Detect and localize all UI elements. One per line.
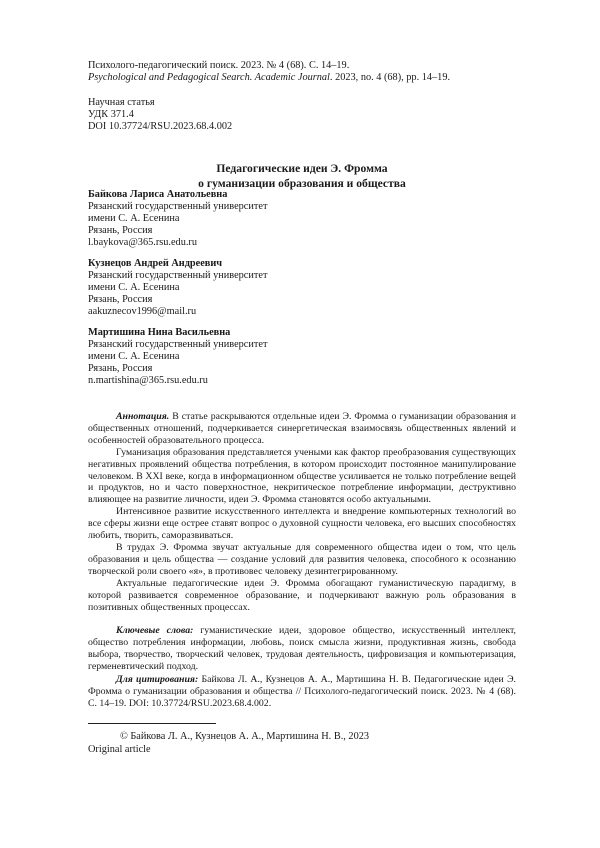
author-block (88, 189, 267, 249)
author-email[interactable]: n.martishina@365.rsu.edu.ru (88, 375, 208, 386)
abstract-paragraph: В трудах Э. Фромма звучат актуальные для современного общества идеи о том, что цель образования и цель общества — создание условий для развития человека, способного к осознанию творческой роли своего «я», в противовес человеку дезинтегрированному. (88, 541, 516, 577)
abstract (88, 411, 516, 613)
abstract-lead (88, 411, 516, 447)
abstract-paragraph: Актуальные педагогические идеи Э. Фромма обогащают гуманистическую парадигму, в которой развивается современное образование, и подчеркивают важную роль образования в позитивных общественных процессах. (88, 577, 516, 613)
header-ru: Психолого-педагогический поиск. 2023. № 4 (68). С. 14–19. (88, 60, 350, 71)
abstract-paragraph: Гуманизация образования представляется учеными как фактор преобразования существующих негативных проявлений общества потребления, в котором происходит постоянное манипулирование человеком. В XXI веке, когда в информационном обществе усиливается не только потребление вещей и продуктов, но и часто поверхностное, некритическое потребление информации, деструктивно влияющее на развитие личности, идеи Э. Фромма становятся особо актуальными. (88, 446, 516, 506)
copyright-text: © Байкова Л. А., Кузнецов А. А., Мартишина Н. В., 2023 (120, 731, 370, 742)
doi: DOI 10.37724/RSU.2023.68.4.002 (88, 121, 233, 132)
author-block (88, 258, 267, 318)
article-title (88, 161, 516, 191)
author-org: Рязанский государственный университет (88, 201, 268, 212)
keywords (88, 625, 516, 673)
keywords-text: гуманистические идеи, здоровое общество, искусственный интеллект, общество потребления информации, любовь, поиск смысла жизни, продуктивная жизнь, свобода выбора, творчество, творческий человек, трудовая деятельность, цифровизация и компьютеризация, герменевтический подход. (88, 625, 517, 672)
author-org-name: имени С. А. Есенина (88, 282, 180, 293)
author-name: Кузнецов Андрей Андреевич (88, 258, 223, 269)
abstract-text: В статье раскрываются отдельные идеи Э. Фромма о гуманизации образования и общественных отношений, подчеркивается синергетическая взаимосвязь общественных явлений и особенностей образовательного процесса. (88, 411, 516, 446)
citation-para (88, 674, 516, 710)
article-meta (88, 97, 232, 133)
original-article (88, 744, 151, 756)
author-name: Мартишина Нина Васильевна (88, 327, 231, 338)
author-name: Байкова Лариса Анатольевна (88, 189, 228, 200)
author-city: Рязань, Россия (88, 225, 153, 236)
title-line-2: о гуманизации образования и общества (198, 177, 406, 190)
abstract-label: Аннотация. (116, 411, 170, 422)
keywords-para (88, 625, 516, 673)
citation-label: Для цитирования: (116, 674, 199, 685)
header-en-journal: Psychological and Pedagogical Search. Academic Journal (88, 72, 330, 83)
journal-header (88, 60, 450, 84)
author-email[interactable]: aakuznecov1996@mail.ru (88, 306, 197, 317)
author-block (88, 327, 267, 387)
author-city: Рязань, Россия (88, 363, 153, 374)
author-org-name: имени С. А. Есенина (88, 213, 180, 224)
footnote-rule (88, 723, 216, 724)
header-en-rest: . 2023, no. 4 (68), pp. 14–19. (329, 72, 451, 83)
author-org: Рязанский государственный университет (88, 270, 268, 281)
title-line-1: Педагогические идеи Э. Фромма (216, 162, 388, 175)
original-article-text: Original article (88, 744, 151, 755)
header-en (88, 72, 450, 84)
citation (88, 674, 516, 710)
author-city: Рязань, Россия (88, 294, 153, 305)
udk: УДК 371.4 (88, 109, 134, 120)
author-org-name: имени С. А. Есенина (88, 351, 180, 362)
abstract-paragraph: Интенсивное развитие искусственного интеллекта и внедрение компьютерных технологий во все сферы жизни еще острее ставят вопрос о духовной сущности человека, его высших способностях любить, творить, саморазвиваться. (88, 506, 516, 542)
citation-text: Байкова Л. А., Кузнецов А. А., Мартишина Н. В. Педагогические идеи Э. Фромма о гуманизации образования и общества // Психолого-педагогический поиск. 2023. № 4 (68). С. 14–19. DOI: 10.37724/RSU.2023.68.4.002. (88, 674, 516, 709)
keywords-label: Ключевые слова: (116, 625, 194, 636)
author-email[interactable]: l.baykova@365.rsu.edu.ru (88, 237, 197, 248)
article-type: Научная статья (88, 97, 155, 108)
copyright (120, 731, 369, 743)
author-org: Рязанский государственный университет (88, 339, 268, 350)
